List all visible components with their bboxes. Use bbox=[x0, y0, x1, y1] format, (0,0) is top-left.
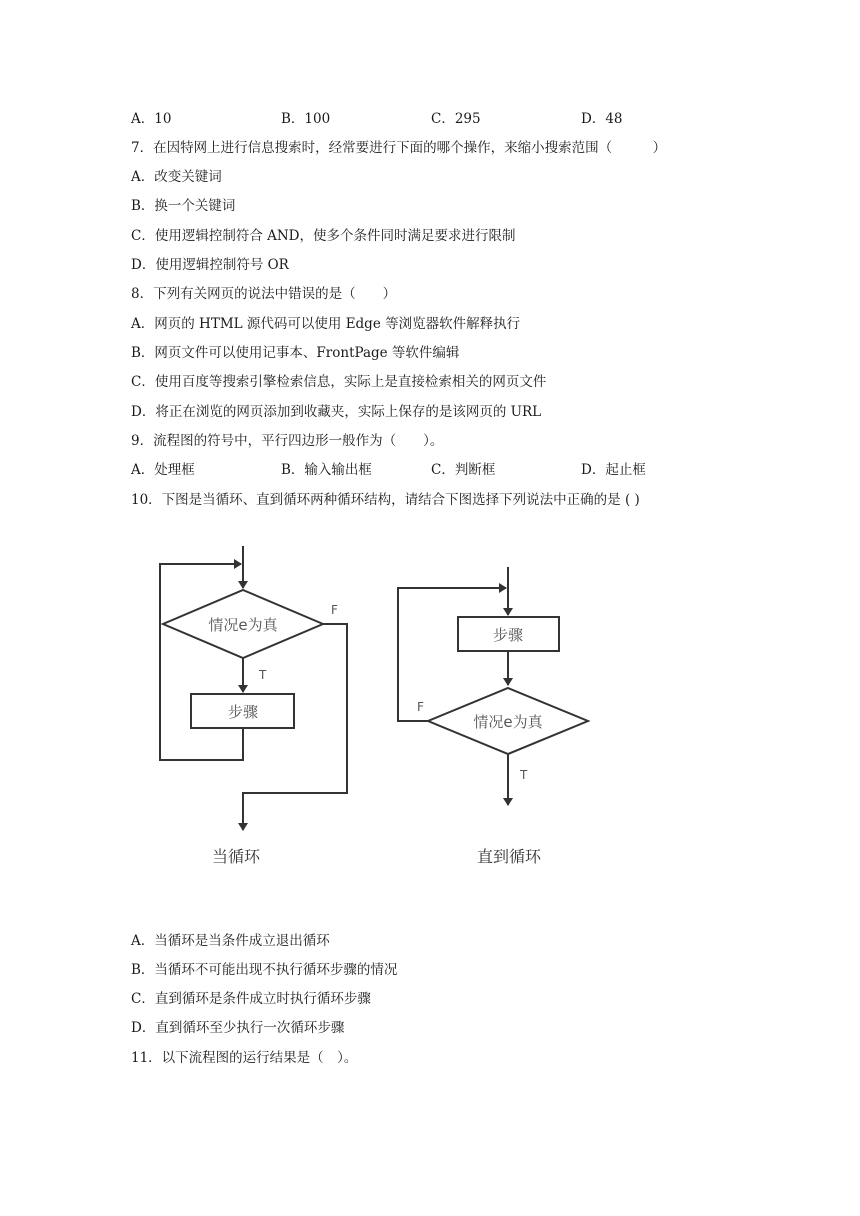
until-loop-back-line bbox=[398, 588, 506, 721]
q9-option-a: A．处理框 bbox=[131, 462, 195, 478]
q8-stem: 8．下列有关网页的说法中错误的是（ ） bbox=[131, 286, 397, 302]
q6-option-a: A．10 bbox=[131, 111, 172, 127]
q8-option-d: D．将正在浏览的网页添加到收藏夹，实际上保存的是该网页的 URL bbox=[131, 404, 542, 420]
q7-stem: 7．在因特网上进行信息搜索时，经常要进行下面的哪个操作，来缩小搜索范围（ ） bbox=[131, 140, 667, 156]
q11-stem: 11．以下流程图的运行结果是（ ）。 bbox=[131, 1050, 358, 1066]
while-true-label: T bbox=[259, 668, 267, 682]
q10-option-a: A．当循环是当条件成立退出循环 bbox=[131, 933, 330, 949]
q7-option-b: B．换一个关键词 bbox=[131, 198, 236, 214]
while-loop-diagram bbox=[160, 546, 347, 830]
until-true-label: T bbox=[520, 768, 528, 782]
until-loop-diagram bbox=[398, 567, 588, 805]
until-caption: 直到循环 bbox=[476, 847, 542, 866]
while-false-label: F bbox=[331, 603, 338, 617]
while-caption: 当循环 bbox=[211, 847, 261, 866]
q6-option-b: B．100 bbox=[281, 111, 331, 127]
q7-option-d: D．使用逻辑控制符号 OR bbox=[131, 257, 289, 273]
q7-option-c: C．使用逻辑控制符合 AND，使多个条件同时满足要求进行限制 bbox=[131, 228, 516, 244]
q10-option-b: B．当循环不可能出现不执行循环步骤的情况 bbox=[131, 962, 398, 978]
until-step-label: 步骤 bbox=[492, 626, 524, 644]
q6-option-c: C．295 bbox=[431, 111, 481, 127]
q10-option-c: C．直到循环是条件成立时执行循环步骤 bbox=[131, 991, 371, 1007]
q9-option-b: B．输入输出框 bbox=[281, 462, 372, 478]
q9-stem: 9．流程图的符号中，平行四边形一般作为（ ）。 bbox=[131, 433, 444, 449]
q9-option-c: C．判断框 bbox=[431, 462, 496, 478]
q9-option-d: D．起止框 bbox=[581, 462, 646, 478]
while-step-label: 步骤 bbox=[227, 703, 259, 721]
q7-option-a: A．改变关键词 bbox=[131, 169, 222, 185]
q8-option-a: A．网页的 HTML 源代码可以使用 Edge 等浏览器软件解释执行 bbox=[131, 316, 521, 332]
q6-option-d: D．48 bbox=[581, 111, 623, 127]
q10-stem: 10．下图是当循环、直到循环两种循环结构，请结合下图选择下列说法中正确的是 ( ) bbox=[131, 492, 640, 508]
q8-option-b: B．网页文件可以使用记事本、FrontPage 等软件编辑 bbox=[131, 345, 460, 361]
until-false-label: F bbox=[417, 700, 424, 714]
q10-option-d: D．直到循环至少执行一次循环步骤 bbox=[131, 1020, 345, 1036]
while-decision-label: 情况e为真 bbox=[208, 616, 278, 634]
q8-option-c: C．使用百度等搜索引擎检索信息，实际上是直接检索相关的网页文件 bbox=[131, 374, 547, 390]
while-loop-back-line bbox=[160, 564, 243, 760]
until-decision-label: 情况e为真 bbox=[473, 713, 543, 731]
